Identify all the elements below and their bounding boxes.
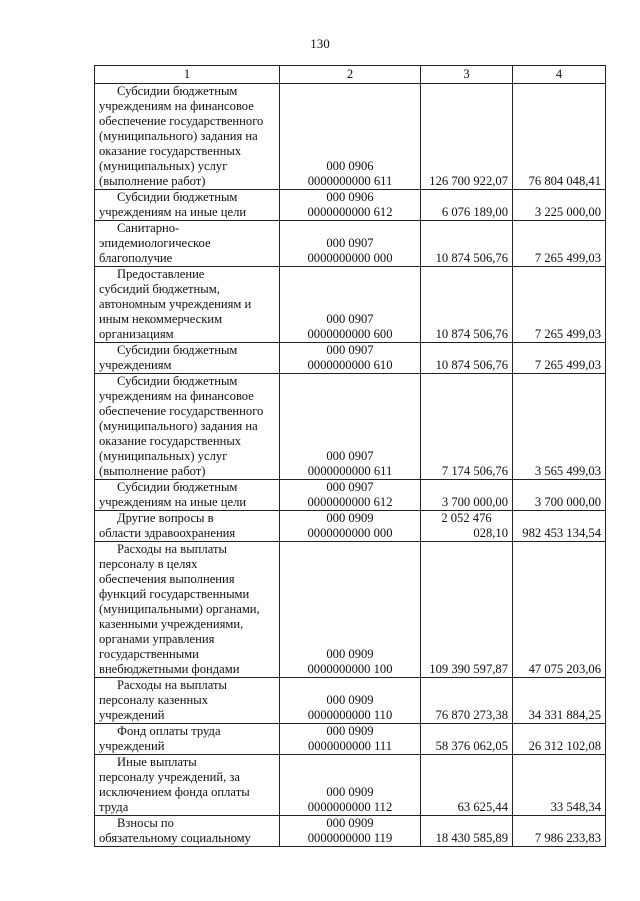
- item-name-line: функций государственными: [99, 587, 250, 601]
- item-name-cell: [95, 755, 280, 816]
- item-name-line: обязательному социальному: [99, 831, 251, 845]
- code-line: 0000000000 611: [307, 174, 393, 188]
- item-name-line: оказание государственных: [99, 144, 242, 158]
- amount-cell-col3: 10 874 506,76: [421, 343, 513, 374]
- code-line: 000 0909: [326, 816, 374, 830]
- item-name-line: Взносы по: [117, 816, 174, 830]
- header-cell: 3: [421, 66, 513, 84]
- item-name-line: учреждениям: [99, 358, 172, 372]
- item-name-line: Предоставление: [117, 267, 205, 281]
- amount-cell-col4: 47 075 203,06: [513, 542, 606, 678]
- item-name-line: учреждениям на иные цели: [99, 495, 247, 509]
- item-name-line: Фонд оплаты труда: [117, 724, 221, 738]
- item-name-line: иным некоммерческим: [99, 312, 223, 326]
- code-line: 000 0907: [326, 312, 374, 326]
- header-cell: 1: [95, 66, 280, 84]
- item-name-line: автономным учреждениям и: [99, 297, 252, 311]
- amount-cell-col3: 126 700 922,07: [421, 84, 513, 190]
- code-line: 0000000000 100: [307, 662, 393, 676]
- item-name-line: Иные выплаты: [117, 755, 197, 769]
- code-line: 000 0906: [326, 159, 374, 173]
- item-name-line: (муниципального) задания на: [99, 419, 258, 433]
- item-name-cell: [95, 724, 280, 755]
- item-name-line: исключением фонда оплаты: [99, 785, 250, 799]
- amount-cell-col4: 7 265 499,03: [513, 221, 606, 267]
- item-name-line: Расходы на выплаты: [117, 542, 227, 556]
- code-line: 000 0907: [326, 236, 374, 250]
- item-name-cell: [95, 511, 280, 542]
- item-name-line: Субсидии бюджетным: [117, 480, 238, 494]
- code-line: 0000000000 112: [307, 800, 393, 814]
- amount-cell-col3: 76 870 273,38: [421, 678, 513, 724]
- header-cell: 2: [280, 66, 421, 84]
- code-line: 0000000000 110: [307, 708, 393, 722]
- table-row: [95, 755, 606, 816]
- item-name-line: учреждениям на иные цели: [99, 205, 247, 219]
- item-name-line: области здравоохранения: [99, 526, 236, 540]
- item-name-line: (муниципальных) услуг: [99, 449, 228, 463]
- item-name-cell: [95, 480, 280, 511]
- table-row: [95, 267, 606, 343]
- table-row: [95, 724, 606, 755]
- item-name-line: персоналу казенных: [99, 693, 209, 707]
- item-name-cell: [95, 84, 280, 190]
- item-name-line: эпидемиологическое: [99, 236, 211, 250]
- budget-table: [94, 65, 606, 847]
- code-cell: [280, 190, 421, 221]
- amount-cell-col3: 18 430 585,89: [421, 816, 513, 847]
- item-name-line: Субсидии бюджетным: [117, 84, 238, 98]
- item-name-line: государственными: [99, 647, 199, 661]
- item-name-line: учреждений: [99, 739, 165, 753]
- code-line: 0000000000 000: [307, 251, 393, 265]
- code-cell: [280, 511, 421, 542]
- table-row: [95, 480, 606, 511]
- code-cell: [280, 221, 421, 267]
- amount-cell-col4: 3 225 000,00: [513, 190, 606, 221]
- item-name-line: Расходы на выплаты: [117, 678, 227, 692]
- amount-cell-col4: 3 700 000,00: [513, 480, 606, 511]
- amount-cell-col4: 7 265 499,03: [513, 267, 606, 343]
- item-name-line: учреждениям на финансовое: [99, 99, 254, 113]
- code-cell: [280, 542, 421, 678]
- code-cell: [280, 343, 421, 374]
- amount-cell-col4: 7 265 499,03: [513, 343, 606, 374]
- amount-cell-col4: 982 453 134,54: [513, 511, 606, 542]
- amount-cell-col3: [421, 511, 513, 542]
- item-name-line: казенными учреждениями,: [99, 617, 244, 631]
- amount-cell-col3: 10 874 506,76: [421, 267, 513, 343]
- code-line: 0000000000 610: [307, 358, 393, 372]
- code-line: 0000000000 612: [307, 495, 393, 509]
- amount-cell-col4: 33 548,34: [513, 755, 606, 816]
- code-line: 000 0909: [326, 647, 374, 661]
- item-name-line: (муниципальных) услуг: [99, 159, 228, 173]
- amount-cell-col4: 76 804 048,41: [513, 84, 606, 190]
- item-name-line: Другие вопросы в: [117, 511, 214, 525]
- item-name-line: персоналу учреждений, за: [99, 770, 240, 784]
- code-cell: [280, 678, 421, 724]
- amount-cell-col4: 7 986 233,83: [513, 816, 606, 847]
- code-line: 000 0907: [326, 480, 374, 494]
- item-name-cell: [95, 678, 280, 724]
- code-line: 000 0909: [326, 511, 374, 525]
- item-name-line: (муниципальными) органами,: [99, 602, 260, 616]
- item-name-line: персоналу в целях: [99, 557, 198, 571]
- code-cell: [280, 480, 421, 511]
- code-line: 0000000000 611: [307, 464, 393, 478]
- amount-cell-col4: 3 565 499,03: [513, 374, 606, 480]
- code-cell: [280, 755, 421, 816]
- item-name-cell: [95, 343, 280, 374]
- item-name-line: Субсидии бюджетным: [117, 343, 238, 357]
- item-name-cell: [95, 267, 280, 343]
- item-name-cell: [95, 816, 280, 847]
- amount-cell-col3: 109 390 597,87: [421, 542, 513, 678]
- item-name-line: Субсидии бюджетным: [117, 374, 238, 388]
- code-cell: [280, 724, 421, 755]
- item-name-cell: [95, 221, 280, 267]
- item-name-line: (муниципального) задания на: [99, 129, 258, 143]
- item-name-line: органами управления: [99, 632, 215, 646]
- item-name-line: учреждений: [99, 708, 165, 722]
- amount-cell-col3: 58 376 062,05: [421, 724, 513, 755]
- item-name-line: (выполнение работ): [99, 174, 206, 188]
- item-name-line: Санитарно-: [117, 221, 180, 235]
- item-name-cell: [95, 190, 280, 221]
- code-cell: [280, 816, 421, 847]
- table-row: [95, 84, 606, 190]
- code-line: 000 0907: [326, 449, 374, 463]
- amount-cell-col3: 3 700 000,00: [421, 480, 513, 511]
- code-cell: [280, 267, 421, 343]
- table-row: [95, 542, 606, 678]
- code-cell: [280, 374, 421, 480]
- amount-cell-col4: 26 312 102,08: [513, 724, 606, 755]
- code-line: 0000000000 600: [307, 327, 393, 341]
- item-name-line: организациям: [99, 327, 174, 341]
- code-line: 000 0909: [326, 785, 374, 799]
- code-line: 0000000000 000: [307, 526, 393, 540]
- item-name-line: субсидий бюджетным,: [99, 282, 220, 296]
- code-line: 000 0909: [326, 693, 374, 707]
- amount-cell-col3: 7 174 506,76: [421, 374, 513, 480]
- amount-cell-col3: 6 076 189,00: [421, 190, 513, 221]
- item-name-line: благополучие: [99, 251, 173, 265]
- code-cell: [280, 84, 421, 190]
- item-name-line: Субсидии бюджетным: [117, 190, 238, 204]
- code-line: 000 0907: [326, 343, 374, 357]
- item-name-line: (выполнение работ): [99, 464, 206, 478]
- table-header-row: [95, 66, 606, 84]
- item-name-line: учреждениям на финансовое: [99, 389, 254, 403]
- table-row: [95, 511, 606, 542]
- item-name-line: обеспечение государственного: [99, 404, 264, 418]
- table-row: [95, 221, 606, 267]
- amount-line: 028,10: [473, 526, 508, 540]
- page-number: 130: [310, 36, 330, 51]
- table-row: [95, 374, 606, 480]
- item-name-line: внебюджетными фондами: [99, 662, 240, 676]
- table-row: [95, 678, 606, 724]
- item-name-cell: [95, 542, 280, 678]
- item-name-line: оказание государственных: [99, 434, 242, 448]
- table-row: [95, 343, 606, 374]
- code-line: 0000000000 612: [307, 205, 393, 219]
- amount-cell-col4: 34 331 884,25: [513, 678, 606, 724]
- amount-cell-col3: 63 625,44: [421, 755, 513, 816]
- item-name-line: труда: [99, 800, 129, 814]
- amount-line: 2 052 476: [441, 511, 492, 525]
- header-cell: 4: [513, 66, 606, 84]
- code-line: 0000000000 119: [307, 831, 393, 845]
- code-line: 000 0909: [326, 724, 374, 738]
- amount-cell-col3: 10 874 506,76: [421, 221, 513, 267]
- item-name-line: обеспечение государственного: [99, 114, 264, 128]
- code-line: 000 0906: [326, 190, 374, 204]
- item-name-line: обеспечения выполнения: [99, 572, 235, 586]
- item-name-cell: [95, 374, 280, 480]
- table-row: [95, 190, 606, 221]
- code-line: 0000000000 111: [307, 739, 393, 753]
- table-row: [95, 816, 606, 847]
